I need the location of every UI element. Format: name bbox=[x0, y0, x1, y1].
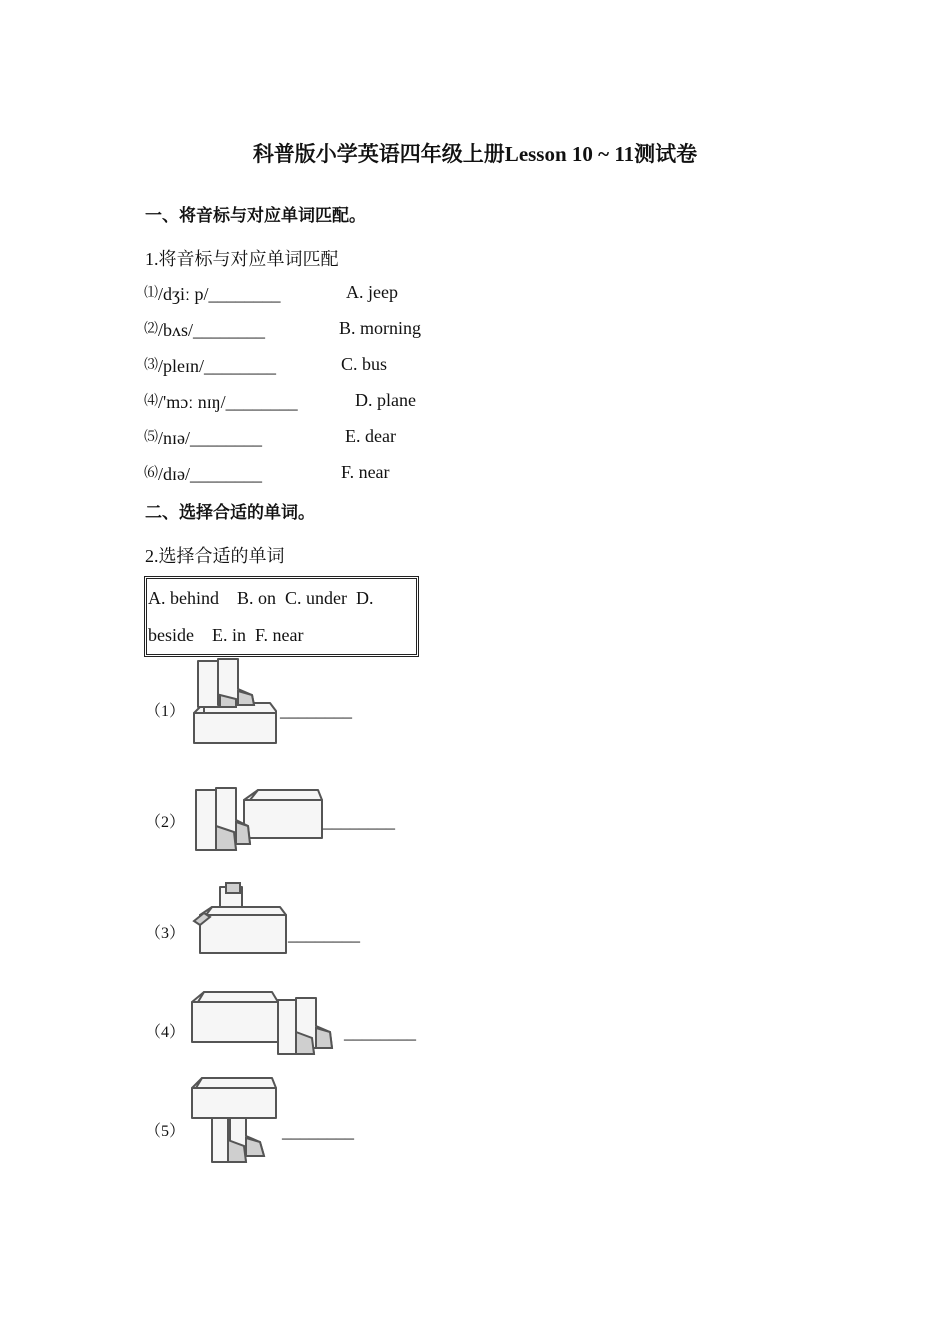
section2-heading: 二、选择合适的单词。 bbox=[145, 503, 315, 522]
word-option: A. jeep bbox=[346, 282, 398, 302]
picture-label: （3） bbox=[145, 925, 186, 942]
boots-under-box-picture bbox=[190, 1076, 282, 1166]
answer-blank[interactable]: ________ bbox=[323, 811, 395, 831]
question-1: 1.将音标与对应单词匹配 bbox=[145, 249, 339, 269]
phonetic-item: ⑷/'mɔː nɪŋ/________ bbox=[144, 392, 298, 412]
picture-label: （2） bbox=[145, 814, 186, 831]
boots-behind-box-picture bbox=[190, 877, 290, 957]
page-title: 科普版小学英语四年级上册Lesson 10 ~ 11测试卷 bbox=[252, 142, 698, 166]
answer-blank[interactable]: ________ bbox=[280, 700, 352, 720]
options-line: A. behind B. on C. under D. bbox=[148, 588, 374, 608]
phonetic-item: ⑸/nɪə/________ bbox=[144, 428, 262, 448]
phonetic-item: ⑹/dɪə/________ bbox=[144, 464, 262, 484]
phonetic-item: ⑴/dʒiː p/________ bbox=[144, 284, 281, 304]
boots-on-box-picture bbox=[190, 655, 280, 745]
boots-beside-box-picture bbox=[190, 766, 324, 856]
picture-label: （1） bbox=[145, 703, 186, 720]
answer-blank[interactable]: ________ bbox=[282, 1121, 354, 1141]
answer-blank[interactable]: ________ bbox=[344, 1022, 416, 1042]
options-box bbox=[144, 576, 419, 657]
question-2: 2.选择合适的单词 bbox=[145, 546, 285, 566]
section1-heading: 一、将音标与对应单词匹配。 bbox=[145, 206, 366, 225]
word-option: D. plane bbox=[355, 390, 416, 410]
boots-near-box-picture bbox=[190, 990, 344, 1058]
word-option: E. dear bbox=[345, 426, 396, 446]
options-line: beside E. in F. near bbox=[148, 625, 304, 645]
phonetic-item: ⑶/pleɪn/________ bbox=[144, 356, 276, 376]
word-option: F. near bbox=[341, 462, 390, 482]
answer-blank[interactable]: ________ bbox=[288, 924, 360, 944]
word-option: C. bus bbox=[341, 354, 388, 374]
picture-label: （4） bbox=[145, 1024, 186, 1041]
picture-label: （5） bbox=[145, 1123, 186, 1140]
phonetic-item: ⑵/bʌs/________ bbox=[144, 320, 266, 340]
word-option: B. morning bbox=[339, 318, 422, 338]
